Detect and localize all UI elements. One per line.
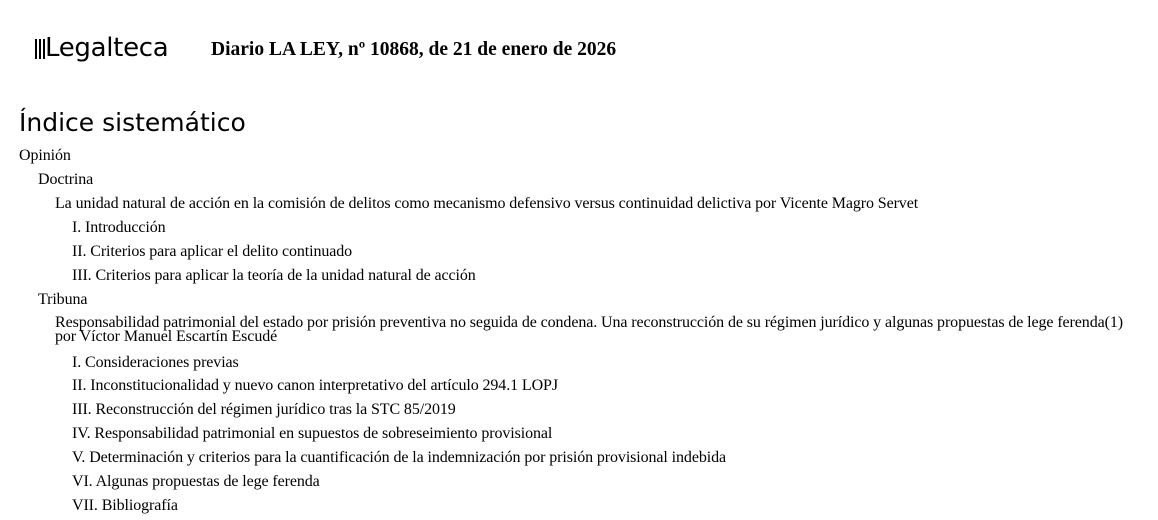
toc-chapter[interactable]: II. Inconstitucionalidad y nuevo canon interpretativo del artículo 294.1 LOPJ [72, 377, 558, 394]
issue-title: Diario LA LEY, nº 10868, de 21 de enero de 2026 [211, 39, 617, 60]
page-title: Índice sistemático [19, 108, 246, 137]
toc-article-tribuna[interactable]: Responsabilidad patrimonial del estado por prisión preventiva no seguida de condena. Una reconstrucción de su régimen jurídico y algunas propuestas de lege ferenda(1) por Víctor Manuel Escartín Escudé [55, 314, 1123, 345]
toc-chapter[interactable]: III. Criterios para aplicar la teoría de la unidad natural de acción [72, 267, 476, 284]
toc-chapter[interactable]: VII. Bibliografía [72, 497, 178, 514]
toc-section-opinion[interactable]: Opinión [19, 147, 71, 164]
logo-text: Legalteca [45, 33, 169, 63]
toc-article-doctrina[interactable]: La unidad natural de acción en la comisión de delitos como mecanismo defensivo versus continuidad delictiva por Vicente Magro Servet [55, 195, 919, 212]
page-header [33, 30, 1133, 70]
toc-chapter[interactable]: I. Introducción [72, 219, 166, 236]
toc-chapter[interactable]: II. Criterios para aplicar el delito continuado [72, 243, 353, 260]
toc-subsection-doctrina[interactable]: Doctrina [38, 171, 94, 188]
toc-chapter[interactable]: I. Consideraciones previas [72, 354, 239, 371]
toc-subsection-tribuna[interactable]: Tribuna [38, 291, 88, 308]
toc-chapter[interactable]: IV. Responsabilidad patrimonial en supuestos de sobreseimiento provisional [72, 425, 553, 442]
toc-chapter[interactable]: III. Reconstrucción del régimen jurídico tras la STC 85/2019 [72, 401, 456, 418]
toc-chapter[interactable]: VI. Algunas propuestas de lege ferenda [72, 473, 320, 490]
toc-chapter[interactable]: V. Determinación y criterios para la cuantificación de la indemnización por prisión provisional indebida [72, 449, 726, 466]
